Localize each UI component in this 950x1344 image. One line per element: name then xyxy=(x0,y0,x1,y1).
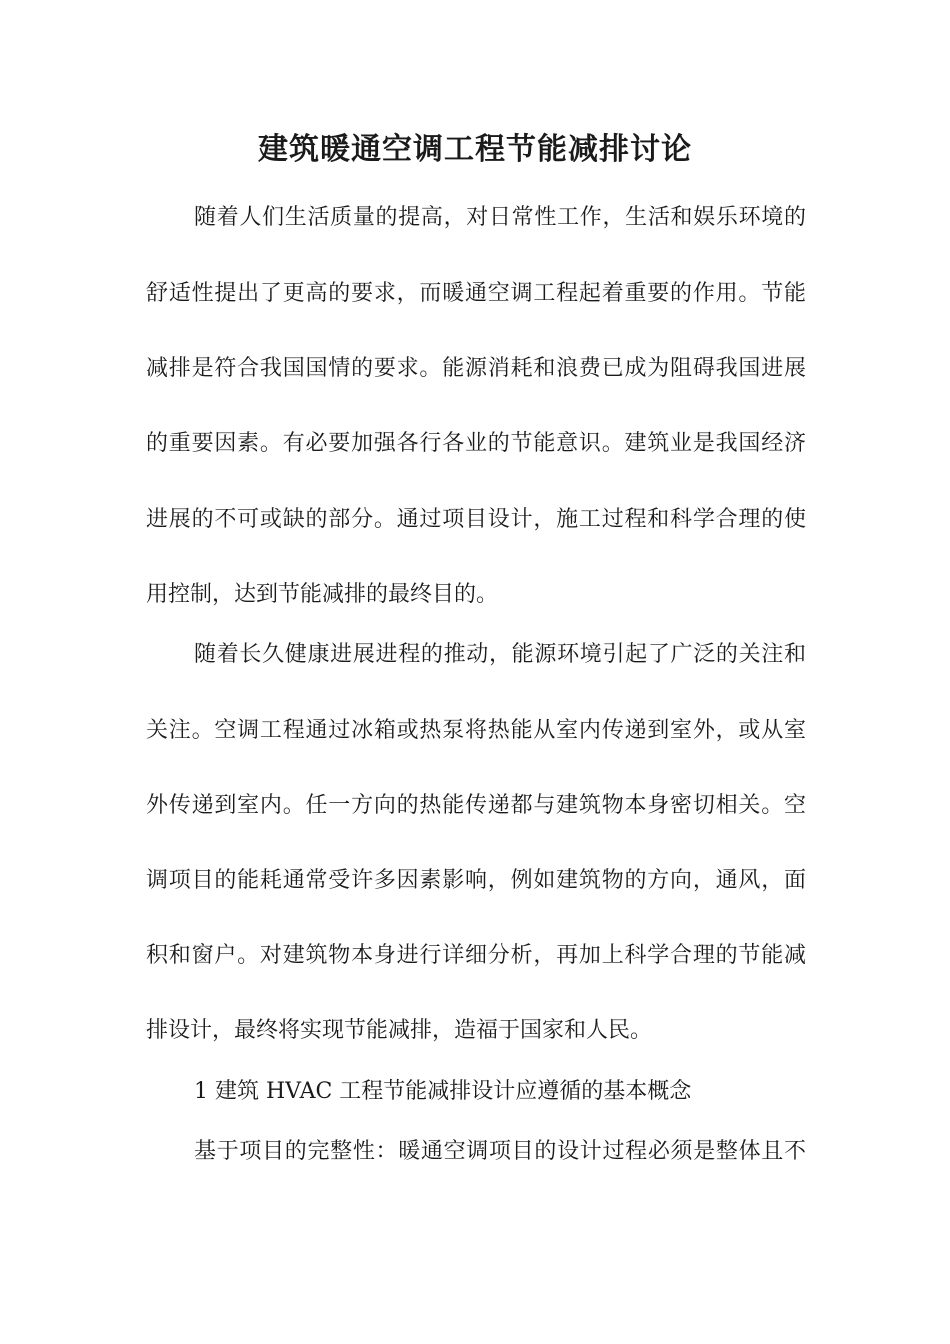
paragraph-2-line-2: 关注。空调工程通过冰箱或热泵将热能从室内传递到室外，或从室 xyxy=(146,718,806,743)
paragraph-2-line-5: 积和窗户。对建筑物本身进行详细分析，再加上科学合理的节能减 xyxy=(146,943,806,968)
paragraph-2-line-3: 外传递到室内。任一方向的热能传递都与建筑物本身密切相关。空 xyxy=(146,793,806,818)
paragraph-2-line-6: 排设计，最终将实现节能减排，造福于国家和人民。 xyxy=(146,1018,653,1043)
paragraph-1-line-3: 减排是符合我国国情的要求。能源消耗和浪费已成为阻碍我国进展 xyxy=(146,356,806,381)
paragraph-2-line-4: 调项目的能耗通常受许多因素影响，例如建筑物的方向，通风，面 xyxy=(146,868,806,893)
paragraph-1-line-4: 的重要因素。有必要加强各行各业的节能意识。建筑业是我国经济 xyxy=(146,431,806,456)
paragraph-1-line-5: 进展的不可或缺的部分。通过项目设计，施工过程和科学合理的使 xyxy=(146,507,806,532)
section-heading-1: 1 建筑 HVAC 工程节能减排设计应遵循的基本概念 xyxy=(194,1079,692,1104)
paragraph-1-line-2: 舒适性提出了更高的要求，而暖通空调工程起着重要的作用。节能 xyxy=(146,281,806,306)
document-title: 建筑暖通空调工程节能减排讨论 xyxy=(258,132,692,167)
paragraph-1-line-6: 用控制，达到节能减排的最终目的。 xyxy=(146,582,499,607)
paragraph-1-line-1: 随着人们生活质量的提高，对日常性工作，生活和娱乐环境的 xyxy=(194,205,806,230)
paragraph-2-line-1: 随着长久健康进展进程的推动，能源环境引起了广泛的关注和 xyxy=(194,642,806,667)
paragraph-3-line-1: 基于项目的完整性：暖通空调项目的设计过程必须是整体且不 xyxy=(194,1139,806,1164)
